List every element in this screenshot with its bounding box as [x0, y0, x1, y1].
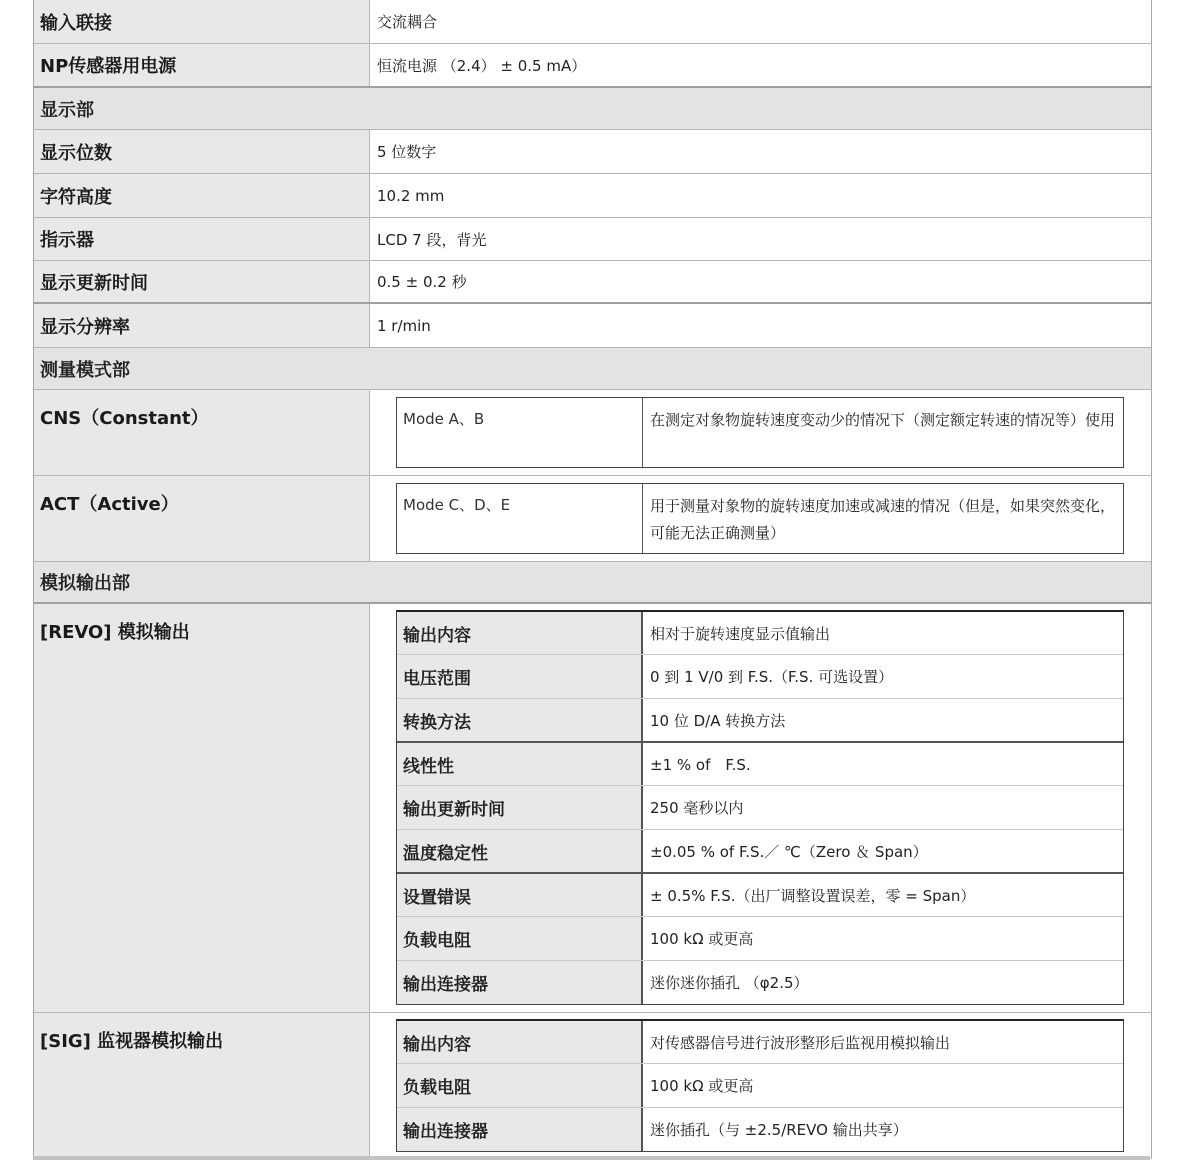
- sub-row: [397, 743, 1123, 786]
- sub-key: 负载电阻: [397, 1064, 643, 1107]
- sub-value: 相对于旋转速度显示值输出: [650, 624, 831, 643]
- sub-value: ±0.05 % of F.S.／ ℃（Zero ＆ Span）: [650, 842, 928, 861]
- row-label: 字符高度: [34, 174, 370, 217]
- sub-key: 线性性: [397, 743, 643, 785]
- row-value: 5 位数字: [377, 143, 437, 161]
- sub-row: [397, 1064, 1123, 1108]
- sub-key: 输出内容: [397, 612, 643, 654]
- row-value: [370, 390, 1151, 475]
- sub-row: [397, 874, 1123, 917]
- table-bottom-border: [33, 1156, 1150, 1160]
- mode-table-cns: [396, 397, 1124, 468]
- sub-row: [397, 655, 1123, 699]
- sub-value: 100 kΩ 或更高: [650, 930, 754, 948]
- row-label: 输入联接: [34, 0, 370, 43]
- row-value: [370, 604, 1151, 1012]
- row-label: [SIG] 监视器模拟输出: [34, 1013, 370, 1159]
- row-value: [370, 476, 1151, 561]
- row-label: NP传感器用电源: [34, 44, 370, 86]
- sub-value: ±1 % of F.S.: [650, 755, 751, 774]
- section-header-measure: 测量模式部: [34, 348, 1151, 390]
- mode-name: Mode A、B: [397, 398, 643, 467]
- section-header-analog: 模拟输出部: [34, 562, 1151, 604]
- sub-row: [397, 830, 1123, 874]
- row-label: 显示更新时间: [34, 261, 370, 302]
- sub-value: 迷你迷你插孔 （φ2.5）: [650, 974, 809, 992]
- row-label: ACT（Active）: [34, 476, 370, 561]
- row-label: 显示位数: [34, 130, 370, 173]
- row-label: 显示分辨率: [34, 304, 370, 347]
- mode-description: 用于测量对象物的旋转速度加速或减速的情况（但是，如果突然变化，可能无法正确测量）: [650, 497, 1116, 542]
- spec-row-sig-output: [34, 1013, 1151, 1159]
- sub-row: [397, 917, 1123, 961]
- row-label: [REVO] 模拟输出: [34, 604, 370, 1012]
- spec-row-update-time: [34, 261, 1151, 304]
- sub-value: 迷你插孔（与 ±2.5/REVO 输出共享）: [650, 1121, 908, 1139]
- mode-name: Mode C、D、E: [397, 484, 643, 553]
- row-value: 10.2 mm: [377, 186, 445, 205]
- spec-row-np-power: [34, 44, 1151, 88]
- spec-row-resolution: [34, 304, 1151, 348]
- sub-key: 输出更新时间: [397, 786, 643, 829]
- sub-key: 转换方法: [397, 699, 643, 741]
- row-value: [370, 1013, 1151, 1159]
- sub-key: 负载电阻: [397, 917, 643, 960]
- spec-row-indicator: [34, 218, 1151, 261]
- sub-row: [397, 961, 1123, 1004]
- sub-value: 100 kΩ 或更高: [650, 1077, 754, 1095]
- sub-key: 设置错误: [397, 874, 643, 916]
- row-value: 交流耦合: [377, 13, 438, 31]
- mode-description: 在测定对象物旋转速度变动少的情况下（测定额定转速的情况等）使用: [650, 411, 1116, 429]
- sub-value: 250 毫秒以内: [650, 799, 744, 817]
- sub-key: 输出内容: [397, 1021, 643, 1063]
- sub-value: 10 位 D/A 转换方法: [650, 711, 786, 730]
- sub-row: [397, 786, 1123, 830]
- sig-subtable: [396, 1019, 1124, 1152]
- row-value: 恒流电源 （2.4） ± 0.5 mA）: [377, 56, 587, 75]
- row-value: LCD 7 段，背光: [377, 230, 487, 249]
- spec-row-char-height: [34, 174, 1151, 218]
- sub-key: 温度稳定性: [397, 830, 643, 872]
- revo-subtable: [396, 610, 1124, 1005]
- row-label: CNS（Constant）: [34, 390, 370, 475]
- spec-row-revo-output: [34, 604, 1151, 1013]
- spec-row-mode-cns: [34, 390, 1151, 476]
- spec-row-input-coupling: [34, 0, 1151, 44]
- sub-row: [397, 1021, 1123, 1064]
- sub-row: [397, 699, 1123, 743]
- spec-row-digits: [34, 130, 1151, 174]
- sub-key: 电压范围: [397, 655, 643, 698]
- section-header-display: 显示部: [34, 88, 1151, 130]
- spec-table: [33, 0, 1152, 1159]
- spec-row-mode-act: [34, 476, 1151, 562]
- sub-key: 输出连接器: [397, 961, 643, 1004]
- sub-row: [397, 612, 1123, 655]
- mode-table-act: [396, 483, 1124, 554]
- sub-value: ± 0.5% F.S.（出厂调整设置误差，零 = Span）: [650, 886, 976, 905]
- sub-key: 输出连接器: [397, 1108, 643, 1151]
- sub-value: 对传感器信号进行波形整形后监视用模拟输出: [650, 1033, 951, 1052]
- row-value: 1 r/min: [377, 316, 431, 335]
- sub-row: [397, 1108, 1123, 1151]
- row-value: 0.5 ± 0.2 秒: [377, 273, 467, 291]
- row-label: 指示器: [34, 218, 370, 260]
- sub-value: 0 到 1 V/0 到 F.S.（F.S. 可选设置）: [650, 668, 894, 686]
